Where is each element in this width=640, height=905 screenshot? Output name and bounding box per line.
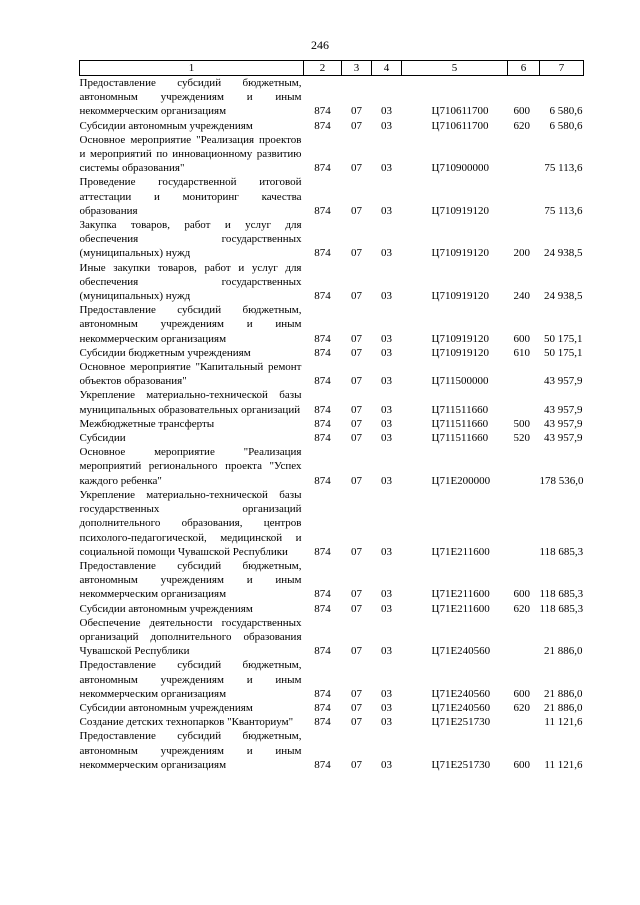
row-amount: 43 957,9	[544, 432, 583, 445]
table-row	[80, 431, 584, 445]
header-col-1: 1	[80, 61, 304, 76]
row-amount: 11 121,6	[544, 716, 583, 729]
row-section-code: 07	[351, 332, 362, 345]
row-expense-kind-code	[508, 360, 540, 388]
row-description: Закупка товаров, работ и услуг для обеспечения государственных (муниципальных) нужд	[79, 219, 302, 260]
row-ministry-code: 874	[314, 332, 331, 345]
row-subsection-code: 03	[381, 403, 392, 416]
row-ministry-code: 874	[314, 701, 331, 714]
header-row	[80, 61, 584, 76]
row-section-code: 07	[351, 290, 362, 303]
row-description: Субсидии автономным учреждениям	[79, 701, 253, 714]
row-amount: 50 175,1	[544, 346, 583, 359]
row-amount: 21 886,0	[544, 701, 583, 714]
header-col-2: 2	[304, 61, 342, 76]
row-subsection-code: 03	[381, 204, 392, 217]
table-row	[80, 616, 584, 659]
row-expense-kind-code	[508, 715, 540, 729]
row-section-code: 07	[351, 716, 362, 729]
table-row	[80, 261, 584, 304]
row-section-code: 07	[351, 375, 362, 388]
row-ministry-code: 874	[314, 204, 331, 217]
row-target-article-code: Ц71Е211600	[431, 588, 490, 601]
row-target-article-code: Ц711500000	[431, 375, 489, 388]
row-amount: 178 536,0	[539, 474, 584, 487]
row-ministry-code: 874	[314, 645, 331, 658]
row-expense-kind-code: 600	[513, 332, 530, 345]
row-expense-kind-code	[508, 175, 540, 218]
row-ministry-code: 874	[314, 758, 331, 771]
row-description: Предоставление субсидий бюджетным, автономным учреждениям и иным некоммерческим организациям	[79, 659, 302, 700]
row-subsection-code: 03	[381, 645, 392, 658]
row-subsection-code: 03	[381, 247, 392, 260]
row-amount: 43 957,9	[544, 403, 583, 416]
row-section-code: 07	[351, 645, 362, 658]
row-target-article-code: Ц711511660	[431, 403, 489, 416]
row-amount: 50 175,1	[544, 332, 583, 345]
row-description: Субсидии	[79, 432, 126, 445]
row-target-article-code: Ц71Е240560	[431, 687, 491, 700]
row-expense-kind-code	[508, 133, 540, 176]
row-subsection-code: 03	[381, 162, 392, 175]
row-section-code: 07	[351, 162, 362, 175]
table-body	[80, 76, 584, 772]
row-target-article-code: Ц710919120	[431, 290, 489, 303]
row-amount: 118 685,3	[539, 588, 584, 601]
row-section-code: 07	[351, 119, 362, 132]
row-ministry-code: 874	[314, 375, 331, 388]
table-row	[80, 303, 584, 346]
row-amount: 118 685,3	[539, 545, 584, 558]
row-expense-kind-code: 610	[513, 346, 530, 359]
row-section-code: 07	[351, 701, 362, 714]
row-expense-kind-code	[508, 445, 540, 488]
row-subsection-code: 03	[381, 545, 392, 558]
row-amount: 43 957,9	[544, 375, 583, 388]
row-amount: 75 113,6	[544, 204, 583, 217]
row-section-code: 07	[351, 417, 362, 430]
row-target-article-code: Ц710919120	[431, 247, 489, 260]
row-description: Субсидии автономным учреждениям	[79, 602, 253, 615]
row-amount: 21 886,0	[544, 687, 583, 700]
row-ministry-code: 874	[314, 602, 331, 615]
row-expense-kind-code: 620	[513, 701, 530, 714]
row-subsection-code: 03	[381, 432, 392, 445]
header-col-6: 6	[508, 61, 540, 76]
row-target-article-code: Ц71Е240560	[431, 645, 491, 658]
row-description: Предоставление субсидий бюджетным, автономным учреждениям и иным некоммерческим организациям	[79, 730, 302, 771]
table-row	[80, 218, 584, 261]
row-amount: 6 580,6	[549, 119, 583, 132]
row-target-article-code: Ц71Е251730	[431, 716, 491, 729]
header-col-5: 5	[402, 61, 508, 76]
row-section-code: 07	[351, 588, 362, 601]
row-subsection-code: 03	[381, 474, 392, 487]
row-target-article-code: Ц710900000	[431, 162, 489, 175]
row-ministry-code: 874	[314, 588, 331, 601]
row-ministry-code: 874	[314, 119, 331, 132]
row-section-code: 07	[351, 687, 362, 700]
row-subsection-code: 03	[381, 346, 392, 359]
row-ministry-code: 874	[314, 247, 331, 260]
row-amount: 6 580,6	[549, 105, 583, 118]
table-row	[80, 445, 584, 488]
row-section-code: 07	[351, 758, 362, 771]
page-number: 246	[311, 38, 329, 52]
table-row	[80, 175, 584, 218]
row-target-article-code: Ц710919120	[431, 332, 489, 345]
table-row	[80, 76, 584, 119]
row-ministry-code: 874	[314, 403, 331, 416]
table-row	[80, 729, 584, 772]
row-subsection-code: 03	[381, 375, 392, 388]
table-row	[80, 488, 584, 559]
table-row	[80, 559, 584, 602]
row-amount: 118 685,3	[539, 602, 584, 615]
row-ministry-code: 874	[314, 545, 331, 558]
row-description: Укрепление материально-технической базы государственных организаций дополнительного образования, центров психолого-педагогической, медицинской и социальной помощи Чувашской Республики	[79, 488, 302, 558]
row-description: Проведение государственной итоговой аттестации и мониторинг качества образования	[79, 176, 302, 217]
header-col-7: 7	[540, 61, 584, 76]
row-ministry-code: 874	[314, 687, 331, 700]
row-amount: 24 938,5	[544, 290, 583, 303]
row-ministry-code: 874	[314, 346, 331, 359]
row-expense-kind-code: 200	[513, 247, 530, 260]
table-row	[80, 388, 584, 416]
row-expense-kind-code	[508, 388, 540, 416]
row-subsection-code: 03	[381, 105, 392, 118]
budget-table	[79, 60, 584, 772]
table-header	[80, 61, 584, 76]
header-col-4: 4	[372, 61, 402, 76]
row-subsection-code: 03	[381, 119, 392, 132]
row-section-code: 07	[351, 545, 362, 558]
row-amount: 75 113,6	[544, 162, 583, 175]
row-expense-kind-code	[508, 488, 540, 559]
row-target-article-code: Ц710919120	[431, 204, 489, 217]
row-target-article-code: Ц71Е211600	[431, 545, 490, 558]
row-section-code: 07	[351, 602, 362, 615]
table-row	[80, 658, 584, 701]
row-amount: 11 121,6	[544, 758, 583, 771]
row-description: Укрепление материально-технической базы муниципальных образовательных организаций	[79, 389, 302, 416]
row-expense-kind-code: 240	[513, 290, 530, 303]
row-subsection-code: 03	[381, 602, 392, 615]
table-row	[80, 715, 584, 729]
row-amount: 21 886,0	[544, 645, 583, 658]
row-target-article-code: Ц71Е240560	[431, 701, 491, 714]
row-description: Иные закупки товаров, работ и услуг для обеспечения государственных (муниципальных) нужд	[79, 261, 302, 303]
row-subsection-code: 03	[381, 290, 392, 303]
row-expense-kind-code: 600	[513, 758, 530, 771]
row-ministry-code: 874	[314, 716, 331, 729]
row-description: Предоставление субсидий бюджетным, автономным учреждениям и иным некоммерческим организациям	[79, 77, 302, 118]
row-description: Субсидии бюджетным учреждениям	[79, 346, 251, 359]
table-row	[80, 119, 584, 133]
row-subsection-code: 03	[381, 687, 392, 700]
row-section-code: 07	[351, 403, 362, 416]
table-row	[80, 602, 584, 616]
row-expense-kind-code: 500	[513, 417, 530, 430]
row-expense-kind-code: 620	[513, 602, 530, 615]
table-row	[80, 417, 584, 431]
row-ministry-code: 874	[314, 162, 331, 175]
row-subsection-code: 03	[381, 701, 392, 714]
row-description: Создание детских технопарков "Кванториум"	[79, 716, 294, 729]
row-target-article-code: Ц711511660	[431, 432, 489, 445]
row-section-code: 07	[351, 432, 362, 445]
row-amount: 24 938,5	[544, 247, 583, 260]
row-ministry-code: 874	[314, 432, 331, 445]
row-ministry-code: 874	[314, 290, 331, 303]
table-row	[80, 346, 584, 360]
row-description: Обеспечение деятельности государственных организаций дополнительного образования Чувашской Республики	[79, 616, 302, 658]
row-expense-kind-code: 600	[513, 588, 530, 601]
row-target-article-code: Ц710919120	[431, 346, 489, 359]
row-amount: 43 957,9	[544, 417, 583, 430]
table-row	[80, 133, 584, 176]
row-expense-kind-code	[508, 616, 540, 659]
row-target-article-code: Ц71Е251730	[431, 758, 491, 771]
header-col-3: 3	[342, 61, 372, 76]
row-target-article-code: Ц711511660	[431, 417, 489, 430]
row-section-code: 07	[351, 105, 362, 118]
row-description: Основное мероприятие "Капитальный ремонт объектов образования"	[79, 361, 302, 388]
row-expense-kind-code: 600	[513, 687, 530, 700]
row-ministry-code: 874	[314, 417, 331, 430]
row-section-code: 07	[351, 346, 362, 359]
row-ministry-code: 874	[314, 474, 331, 487]
row-description: Субсидии автономным учреждениям	[79, 119, 253, 132]
row-subsection-code: 03	[381, 588, 392, 601]
row-expense-kind-code: 600	[513, 105, 530, 118]
row-expense-kind-code: 620	[513, 119, 530, 132]
row-target-article-code: Ц710611700	[431, 105, 489, 118]
row-ministry-code: 874	[314, 105, 331, 118]
row-subsection-code: 03	[381, 417, 392, 430]
table-row	[80, 360, 584, 388]
row-expense-kind-code: 520	[513, 432, 530, 445]
row-section-code: 07	[351, 247, 362, 260]
row-target-article-code: Ц71Е211600	[431, 602, 490, 615]
table-row	[80, 701, 584, 715]
row-description: Основное мероприятие "Реализация мероприятий регионального проекта "Успех каждого ребенка"	[79, 446, 302, 487]
row-description: Предоставление субсидий бюджетным, автономным учреждениям и иным некоммерческим организациям	[79, 304, 302, 345]
row-section-code: 07	[351, 204, 362, 217]
row-subsection-code: 03	[381, 758, 392, 771]
row-description: Предоставление субсидий бюджетным, автономным учреждениям и иным некоммерческим организациям	[79, 559, 302, 601]
row-description: Основное мероприятие "Реализация проектов и мероприятий по инновационному развитию системы образования"	[79, 133, 302, 175]
row-subsection-code: 03	[381, 332, 392, 345]
row-target-article-code: Ц71Е200000	[431, 474, 491, 487]
row-section-code: 07	[351, 474, 362, 487]
row-subsection-code: 03	[381, 716, 392, 729]
row-target-article-code: Ц710611700	[431, 119, 489, 132]
row-description: Межбюджетные трансферты	[79, 417, 215, 430]
